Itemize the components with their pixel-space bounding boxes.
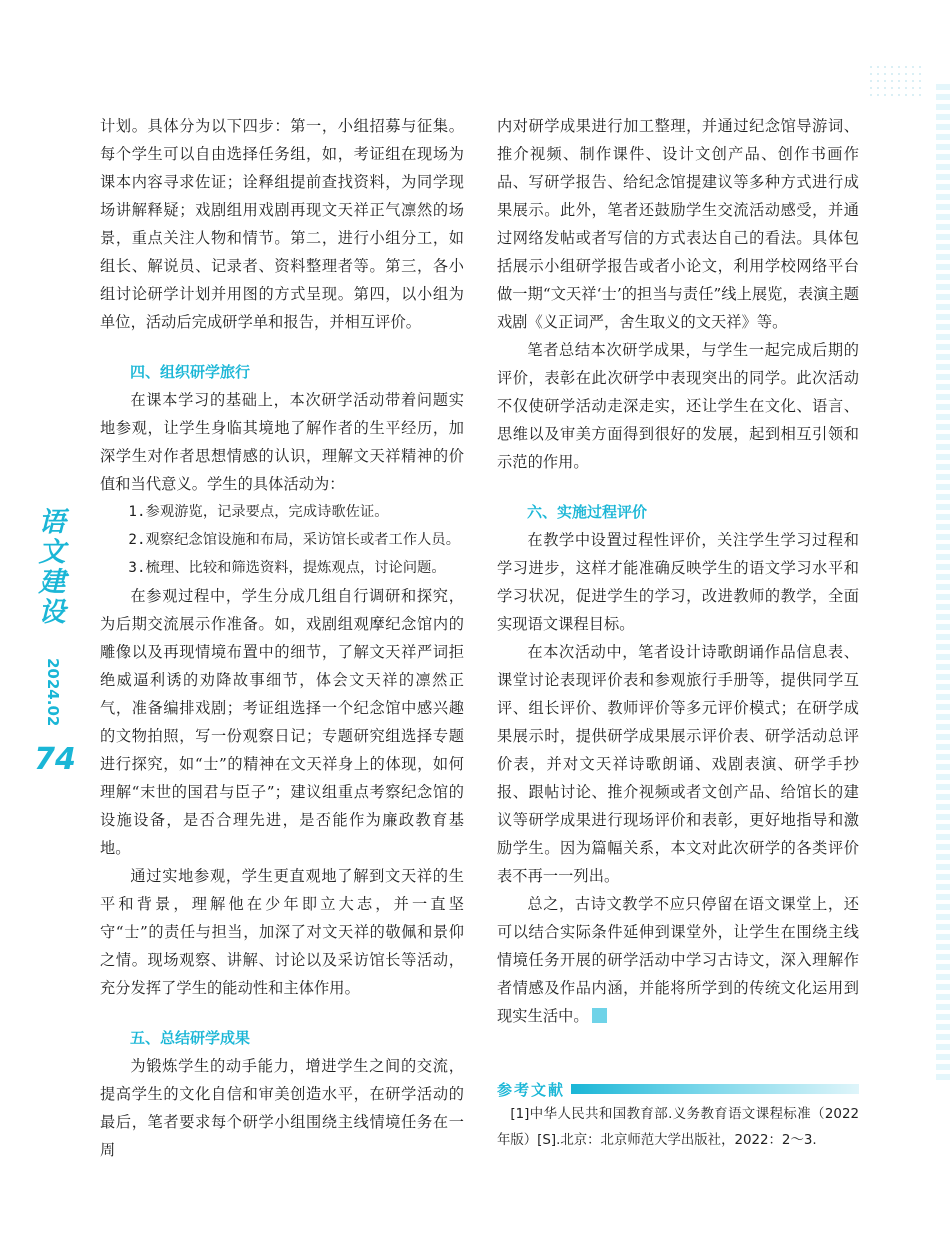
corner-dot xyxy=(898,73,900,75)
corner-dot xyxy=(912,94,914,96)
left-column xyxy=(100,112,464,1164)
paragraph: 内对研学成果进行加工整理，并通过纪念馆导游词、推介视频、制作课件、设计文创产品、创作书画作品、写研学报告、给纪念馆提建议等多种方式进行成果展示。此外，笔者还鼓励学生交流活动感受，并通过网络发帖或者写信的方式表达自己的看法。具体包括展示小组研学报告或者小论文，利用学校网络平台做一期“文天祥‘士’的担当与责任”线上展览，表演主题戏剧《义正词严，舍生取义的文天祥》等。 xyxy=(497,117,859,331)
journal-name-char: 语 xyxy=(38,507,66,538)
corner-dot xyxy=(905,80,907,82)
corner-dot xyxy=(891,80,893,82)
corner-dot xyxy=(884,87,886,89)
corner-dot xyxy=(919,87,921,89)
corner-dot xyxy=(877,94,879,96)
paragraph: 为锻炼学生的动手能力，增进学生之间的交流，提高学生的文化自信和审美创造水平，在研学活动的最后，笔者要求每个研学小组围绕主线情境任务在一周 xyxy=(100,1057,464,1159)
paragraph: 计划。具体分为以下四步：第一，小组招募与征集。每个学生可以自由选择任务组，如，考证组在现场为课本内容寻求佐证；诠释组提前查找资料，为同学现场讲解释疑；戏剧组用戏剧再现文天祥正气凛然的场景，重点关注人物和情节。第二，进行小组分工，如组长、解说员、记录者、资料整理者等。第三，各小组讨论研学计划并用图的方式呈现。第四，以小组为单位，活动后完成研学单和报告，并相互评价。 xyxy=(100,117,464,331)
section-heading-5: 五、总结研学成果 xyxy=(130,1029,251,1047)
paragraph-text: 总之，古诗文教学不应只停留在语文课堂上，还可以结合实际条件延伸到课堂外，让学生在围绕主线情境任务开展的研学活动中学习古诗文，深入理解作者情感及作品内涵，并能将所学到的传统文化运用到现实生活中。 xyxy=(497,895,859,1025)
corner-dot xyxy=(898,87,900,89)
corner-dot xyxy=(891,73,893,75)
corner-dot xyxy=(898,66,900,68)
list-item: 1.参观游览，记录要点，完成诗歌佐证。 xyxy=(128,504,389,520)
paragraph xyxy=(497,890,859,1030)
list-item: 2.观察纪念馆设施和布局，采访馆长或者工作人员。 xyxy=(128,532,461,548)
paragraph: 在参观过程中，学生分成几组自行调研和探究，为后期交流展示作准备。如，戏剧组观摩纪念馆内的雕像以及再现情境布置中的细节，了解文天祥严词拒绝威逼利诱的劝降故事细节，体会文天祥的凛然正气，准备编排戏剧；考证组选择一个纪念馆中感兴趣的文物拍照，写一份观察日记；专题研究组选择专题进行探究，如“士”的精神在文天祥身上的体现，如何理解“末世的国君与臣子”；建议组重点考察纪念馆的设施设备，是否合理先进，是否能作为廉政教育基地。 xyxy=(100,587,464,857)
corner-decoration-stripe xyxy=(936,84,950,1084)
corner-dot xyxy=(905,66,907,68)
corner-dot xyxy=(912,73,914,75)
corner-decoration-dots xyxy=(870,66,930,106)
corner-dot xyxy=(905,87,907,89)
corner-dot xyxy=(891,87,893,89)
section-heading-6: 六、实施过程评价 xyxy=(527,503,648,521)
corner-dot xyxy=(919,73,921,75)
corner-dot xyxy=(912,87,914,89)
section-heading-4: 四、组织研学旅行 xyxy=(130,363,251,381)
journal-name-char: 建 xyxy=(38,567,66,598)
paragraph: 在教学中设置过程性评价，关注学生学习过程和学习进步，这样才能准确反映学生的语文学习水平和学习状况，促进学生的学习，改进教师的教学，全面实现语文课程目标。 xyxy=(497,531,859,633)
corner-dot xyxy=(905,94,907,96)
paragraph: 在课本学习的基础上，本次研学活动带着问题实地参观，让学生身临其境地了解作者的生平经历，加深学生对作者思想情感的认识，理解文天祥精神的价值和当代意义。学生的具体活动为： xyxy=(100,391,464,493)
journal-name xyxy=(34,508,70,628)
journal-name-char: 文 xyxy=(38,537,66,568)
corner-dot xyxy=(919,66,921,68)
corner-dot xyxy=(919,80,921,82)
corner-dot xyxy=(884,80,886,82)
corner-dot xyxy=(912,66,914,68)
page-number: 74 xyxy=(34,742,76,777)
issue-date: 2024.02 xyxy=(44,658,62,727)
corner-dot xyxy=(891,94,893,96)
corner-dot xyxy=(884,94,886,96)
corner-dot xyxy=(877,66,879,68)
references-title: 参考文献 xyxy=(497,1080,566,1099)
corner-dot xyxy=(877,73,879,75)
corner-dot xyxy=(877,87,879,89)
corner-dot xyxy=(905,73,907,75)
corner-dot xyxy=(891,66,893,68)
corner-dot xyxy=(870,94,872,96)
corner-dot xyxy=(870,73,872,75)
right-column xyxy=(497,112,859,1030)
references-list xyxy=(497,1102,859,1154)
corner-dot xyxy=(919,94,921,96)
paragraph: 笔者总结本次研学成果，与学生一起完成后期的评价，表彰在此次研学中表现突出的同学。此次活动不仅使研学活动走深走实，还让学生在文化、语言、思维以及审美方面得到很好的发展，起到相互引领和示范的作用。 xyxy=(497,341,859,471)
corner-dot xyxy=(912,80,914,82)
reference-item: [1]中华人民共和国教育部.义务教育语文课程标准（2022年版）[S].北京：北京师范大学出版社，2022：2～3. xyxy=(497,1107,859,1148)
list-item: 3.梳理、比较和筛选资料，提炼观点，讨论问题。 xyxy=(128,560,446,576)
paragraph: 通过实地参观，学生更直观地了解到文天祥的生平和背景，理解他在少年即立大志，并一直坚守“士”的责任与担当，加深了对文天祥的敬佩和景仰之情。现场观察、讲解、讨论以及采访馆长等活动，充分发挥了学生的能动性和主体作用。 xyxy=(100,867,464,997)
references-header xyxy=(497,1078,859,1100)
end-mark-icon xyxy=(592,1008,607,1023)
paragraph: 在本次活动中，笔者设计诗歌朗诵作品信息表、课堂讨论表现评价表和参观旅行手册等，提供同学互评、组长评价、教师评价等多元评价模式；在研学成果展示时，提供研学成果展示评价表、研学活动总评价表，并对文天祥诗歌朗诵、戏剧表演、研学手抄报、跟帖讨论、推介视频或者文创产品、给馆长的建议等研学成果进行现场评价和表彰，更好地指导和激励学生。因为篇幅关系，本文对此次研学的各类评价表不再一一列出。 xyxy=(497,643,859,885)
corner-dot xyxy=(884,73,886,75)
corner-dot xyxy=(884,66,886,68)
corner-dot xyxy=(870,87,872,89)
corner-dot xyxy=(870,66,872,68)
corner-dot xyxy=(898,94,900,96)
corner-dot xyxy=(877,80,879,82)
corner-dot xyxy=(870,80,872,82)
corner-dot xyxy=(898,80,900,82)
journal-name-char: 设 xyxy=(38,597,66,628)
references-bar xyxy=(571,1084,859,1094)
